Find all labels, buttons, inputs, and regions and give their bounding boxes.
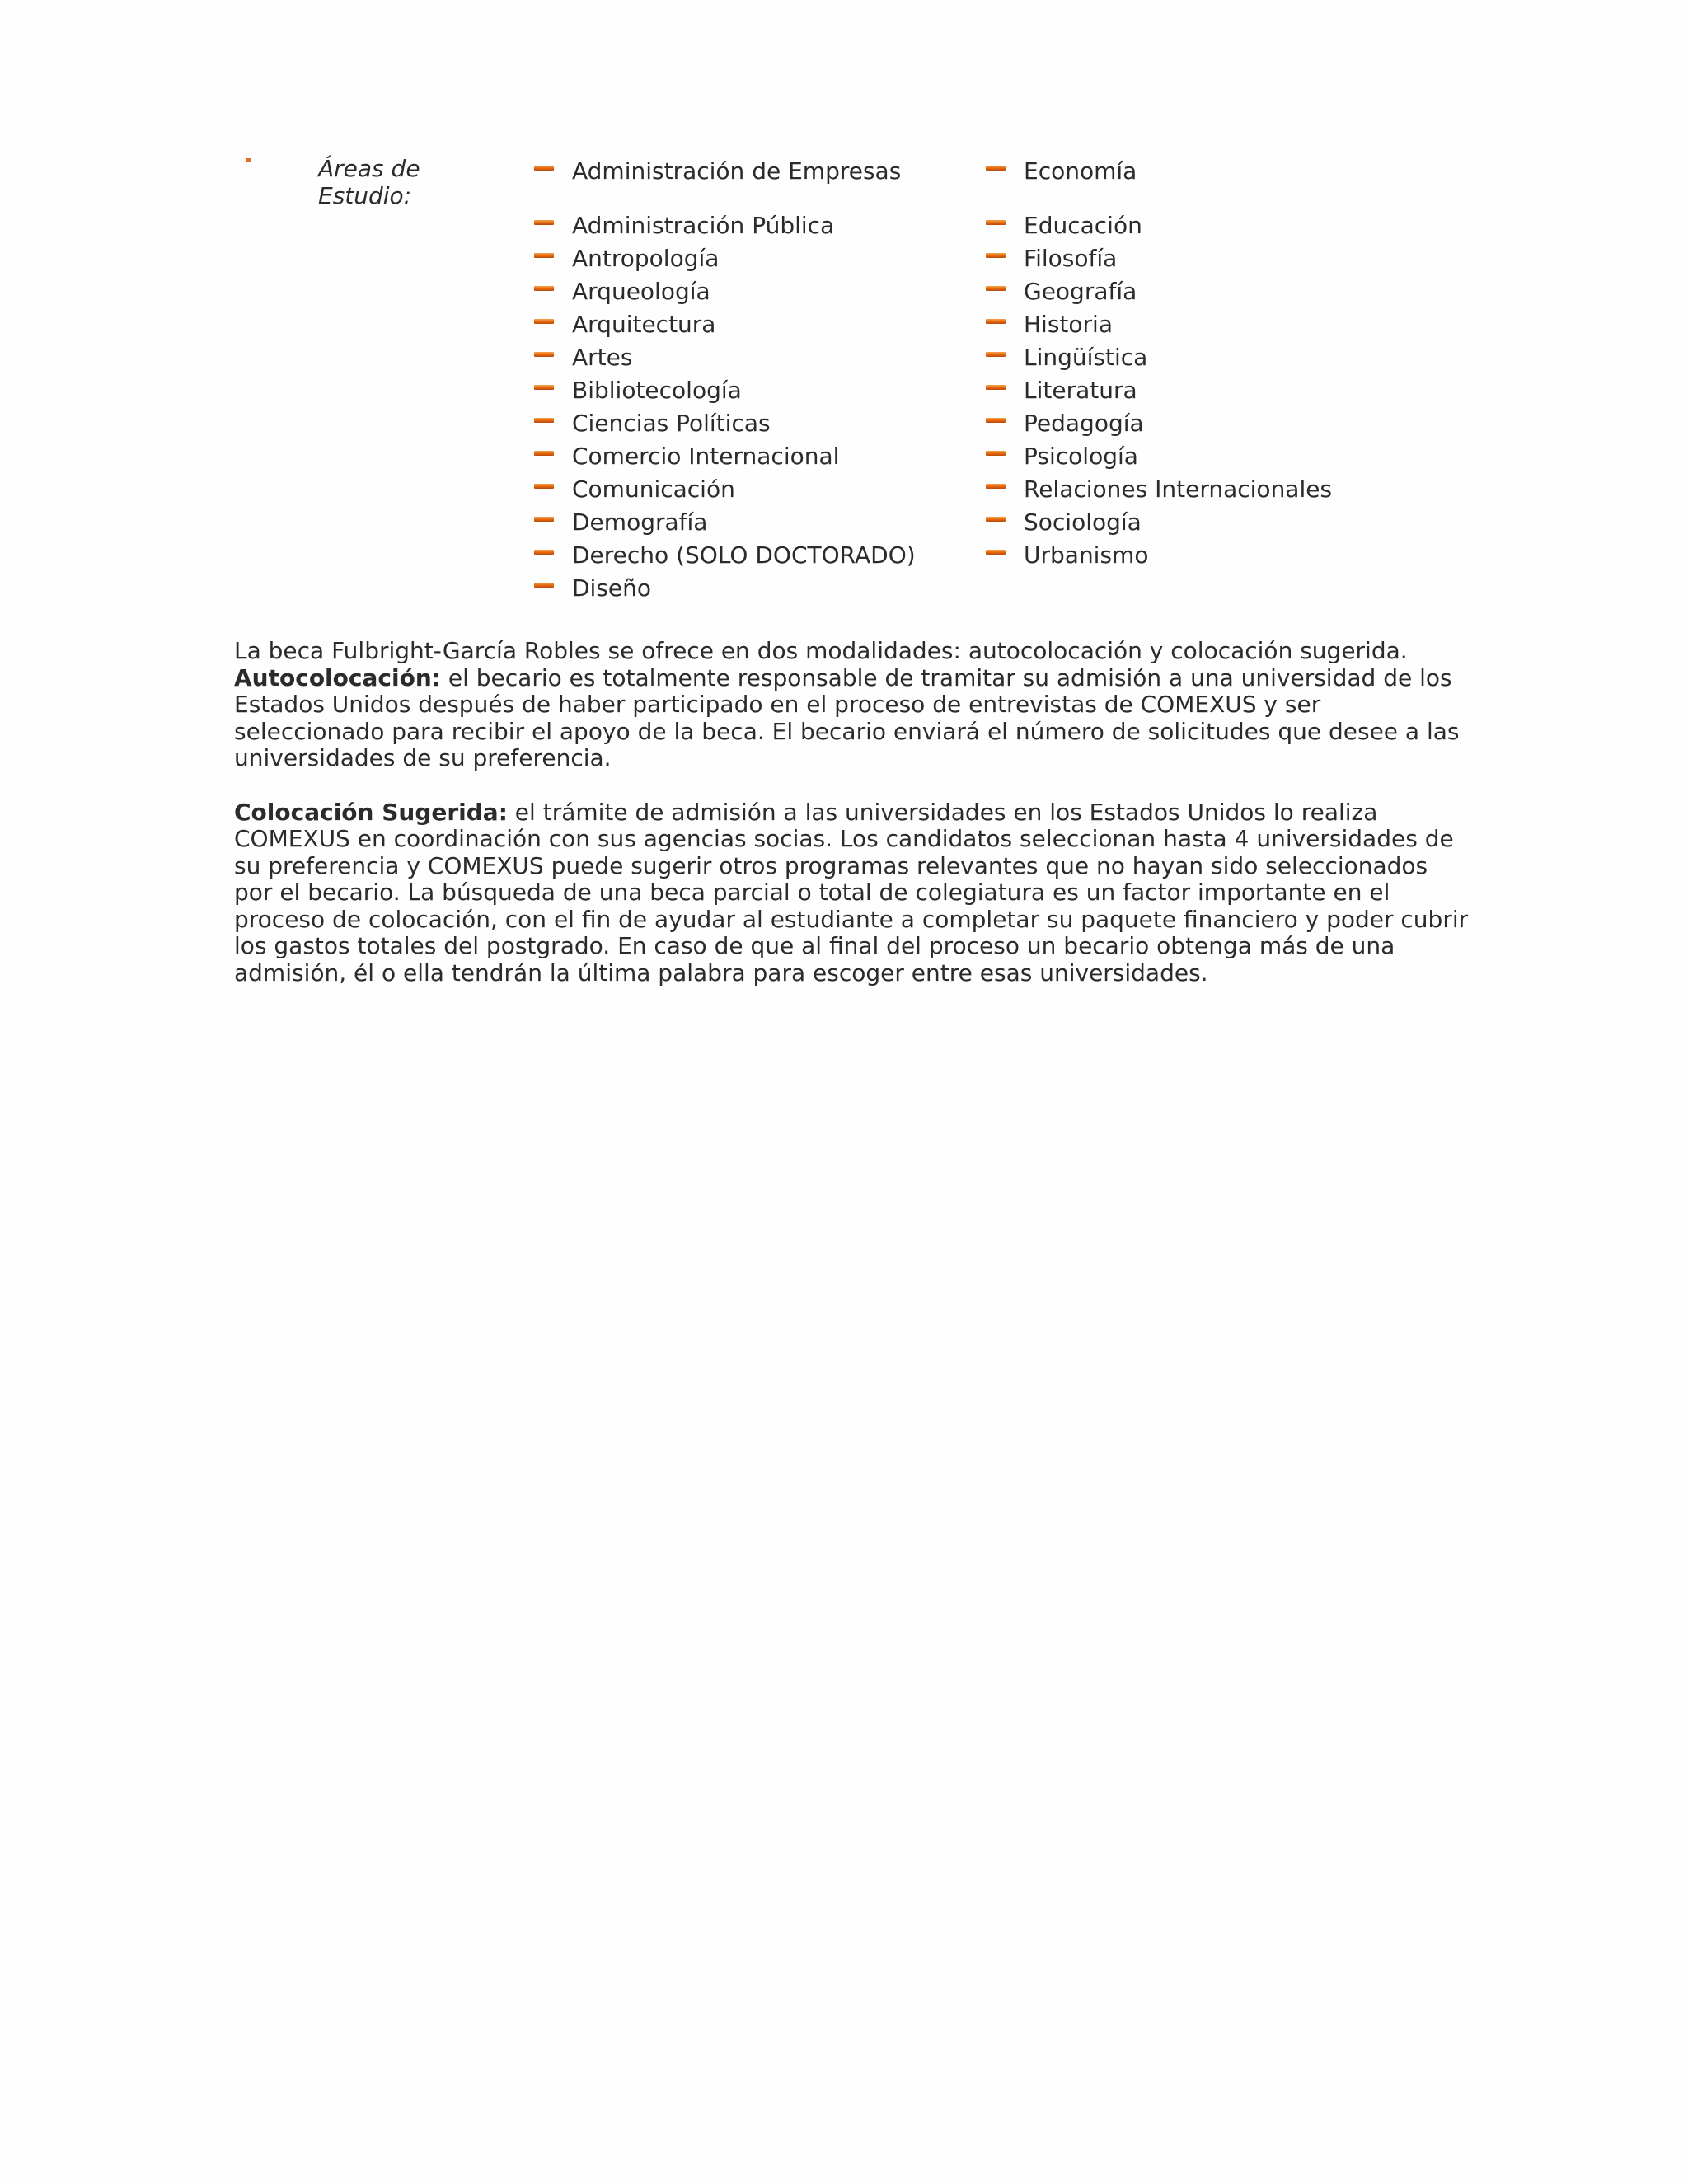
area-list-item-label: Historia (1024, 311, 1113, 338)
area-list-item (534, 572, 979, 605)
dash-bullet-icon (534, 286, 554, 291)
dash-bullet-icon (986, 484, 1006, 489)
dash-bullet-icon (986, 166, 1006, 171)
dash-bullet-icon (986, 220, 1006, 225)
dash-bullet-icon (986, 352, 1006, 357)
area-list-item (534, 539, 979, 572)
area-list-item-label: Arqueología (572, 278, 710, 305)
areas-label: Áreas de Estudio: (318, 155, 420, 209)
area-list-item-label: Administración Pública (572, 212, 835, 239)
area-list-item-label: Bibliotecología (572, 377, 742, 404)
area-list-item (986, 242, 1447, 275)
area-list-item-label: Derecho (SOLO DOCTORADO) (572, 541, 916, 569)
area-list-item-label: Urbanismo (1024, 541, 1149, 569)
area-list-item (534, 473, 979, 506)
dash-bullet-icon (534, 418, 554, 423)
dash-bullet-icon (534, 451, 554, 456)
area-list-item (986, 209, 1447, 242)
area-list-item-label: Relaciones Internacionales (1024, 476, 1333, 503)
area-list-item (986, 374, 1447, 407)
area-list-item-label: Comunicación (572, 476, 735, 503)
area-list-item-label: Ciencias Políticas (572, 410, 771, 437)
area-list-item-label: Pedagogía (1024, 410, 1144, 437)
area-list-item-label: Diseño (572, 574, 652, 602)
area-list-item-label: Psicología (1024, 443, 1138, 470)
area-list-item (986, 506, 1447, 539)
colocacion-sugerida-paragraph (234, 799, 1470, 987)
area-list-item (986, 440, 1447, 473)
autocolocacion-text: el becario es totalmente responsable de tramitar su admisión a una universidad de los Estados Unidos después de haber participado en el proceso de entrevistas de COMEXUS y ser seleccionado para recibir el apoyo de la beca. El becario enviará el número de solicitudes que desee a las universidades de su preferencia. (234, 663, 1460, 771)
area-list-item-label: Comercio Internacional (572, 443, 840, 470)
dash-bullet-icon (534, 166, 554, 171)
dash-bullet-icon (986, 385, 1006, 390)
area-list-item (986, 473, 1447, 506)
area-list-item-label: Economía (1024, 157, 1137, 185)
dash-bullet-icon (986, 550, 1006, 555)
dash-bullet-icon (986, 253, 1006, 258)
dash-bullet-icon (534, 517, 554, 522)
dash-bullet-icon (986, 319, 1006, 324)
dash-bullet-icon (534, 583, 554, 588)
intro-paragraph (234, 638, 1470, 772)
area-list-item (534, 341, 979, 374)
dash-bullet-icon (534, 484, 554, 489)
dash-bullet-icon (986, 451, 1006, 456)
dash-bullet-icon (534, 220, 554, 225)
area-list-item-label: Geografía (1024, 278, 1137, 305)
intro-text: La beca Fulbright-García Robles se ofrece en dos modalidades: autocolocación y colocación sugerida. (234, 637, 1408, 664)
area-list-item-label: Lingüística (1024, 344, 1148, 371)
area-list-item-label: Administración de Empresas (572, 157, 902, 185)
dash-bullet-icon (534, 253, 554, 258)
area-list-item (534, 209, 979, 242)
section-bullet-icon (246, 158, 251, 162)
area-list-item (986, 275, 1447, 308)
autocolocacion-heading: Autocolocación: (234, 663, 441, 691)
area-list-item-label: Arquitectura (572, 311, 716, 338)
area-list-item-label: Antropología (572, 245, 720, 272)
area-list-item (986, 155, 1447, 209)
area-list-item-label: Literatura (1024, 377, 1137, 404)
dash-bullet-icon (534, 385, 554, 390)
dash-bullet-icon (986, 286, 1006, 291)
area-list-item (534, 275, 979, 308)
area-list-item-label: Demografía (572, 509, 708, 536)
area-list-item (986, 407, 1447, 440)
area-list-item-label: Artes (572, 344, 633, 371)
area-list-item (534, 308, 979, 341)
areas-list-column-1 (534, 155, 979, 605)
colocacion-sugerida-heading: Colocación Sugerida: (234, 798, 508, 826)
area-list-item-label: Sociología (1024, 509, 1142, 536)
areas-list-column-2 (986, 155, 1447, 572)
area-list-item (534, 440, 979, 473)
area-list-item (534, 407, 979, 440)
dash-bullet-icon (986, 418, 1006, 423)
area-list-item (986, 308, 1447, 341)
body-text (234, 638, 1470, 987)
dash-bullet-icon (534, 352, 554, 357)
area-list-item (534, 374, 979, 407)
area-list-item-label: Filosofía (1024, 245, 1118, 272)
colocacion-sugerida-text: el trámite de admisión a las universidades en los Estados Unidos lo realiza COMEXUS en coordinación con sus agencias socias. Los candidatos seleccionan hasta 4 universidades de su preferencia y COMEXUS puede sugerir otros programas relevantes que no hayan sido seleccionados por el becario. La búsqueda de una beca parcial o total de colegiatura es un factor importante en el proceso de colocación, con el fin de ayudar al estudiante a completar su paquete financiero y poder cubrir los gastos totales del postgrado. En caso de que al final del proceso un becario obtenga más de una admisión, él o ella tendrán la última palabra para escoger entre esas universidades. (234, 798, 1469, 987)
area-list-item (534, 155, 979, 209)
area-list-item (986, 539, 1447, 572)
area-list-item (534, 506, 979, 539)
dash-bullet-icon (534, 550, 554, 555)
area-list-item-label: Educación (1024, 212, 1142, 239)
dash-bullet-icon (986, 517, 1006, 522)
area-list-item (986, 341, 1447, 374)
area-list-item (534, 242, 979, 275)
dash-bullet-icon (534, 319, 554, 324)
